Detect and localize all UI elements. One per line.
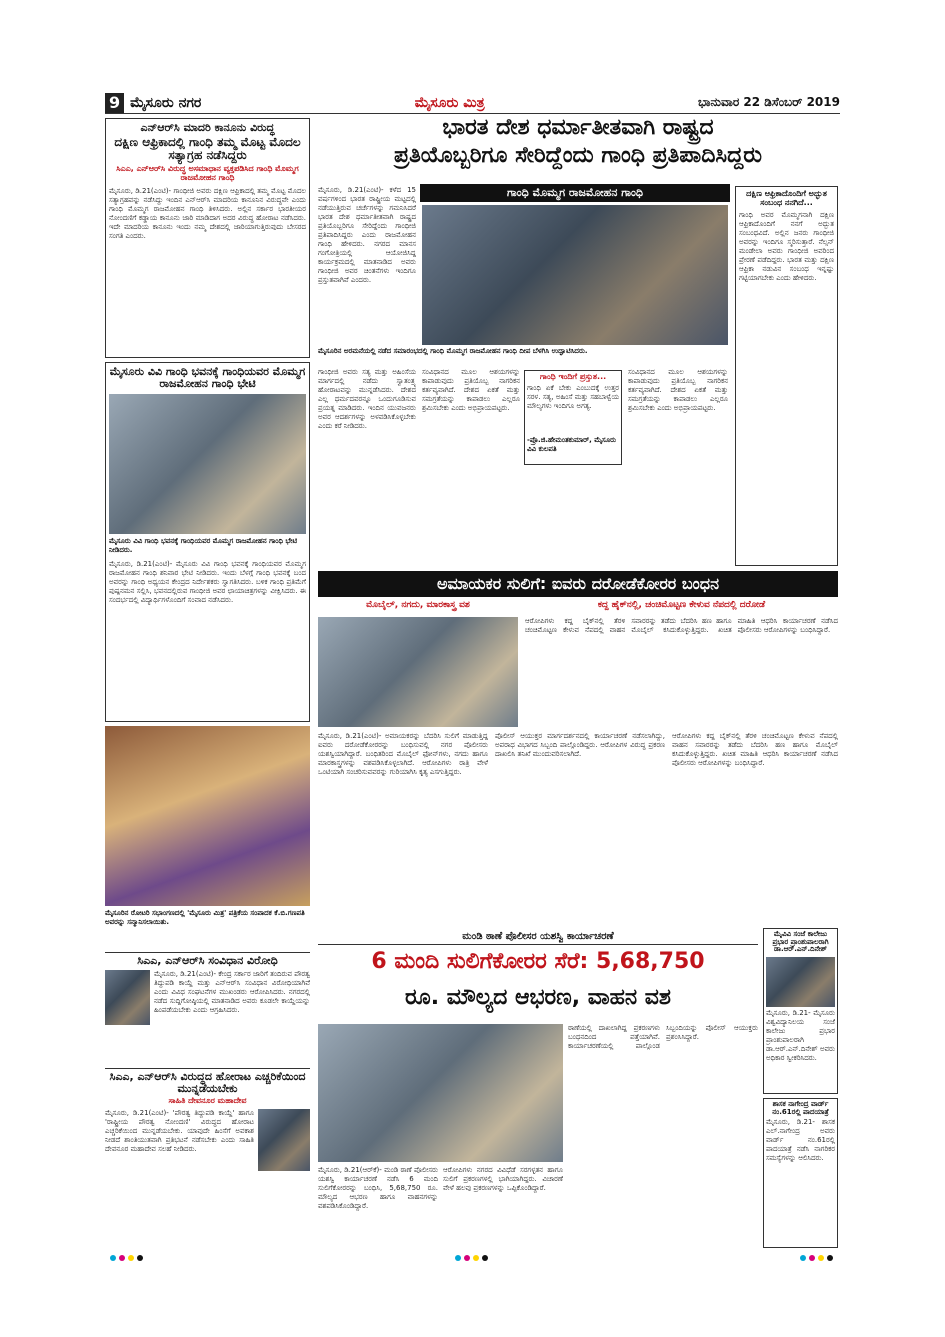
- felicitation-photo: [105, 726, 310, 906]
- left-story-1-headline: ದಕ್ಷಿಣ ಆಫ್ರಿಕಾದಲ್ಲಿ ಗಾಂಧಿ ತಮ್ಮ ಮೊಟ್ಟ ಮೊದಲ ಸತ್ಯಾಗ್ರಹ ನಡೆಸಿದ್ದರು: [114, 135, 301, 163]
- crime-2-body-2: ಆರೋಪಿಗಳು ನಗರದ ವಿವಿಧೆಡೆ ಸರಗಳ್ಳತನ ಹಾಗೂ ಸುಲಿಗೆ ಪ್ರಕರಣಗಳಲ್ಲಿ ಭಾಗಿಯಾಗಿದ್ದರು. ವಿಚಾರಣೆ ವೇಳೆ ಹಲವು ಪ್ರಕರಣಗಳನ್ನು ಒಪ್ಪಿಕೊಂಡಿದ್ದಾರೆ.: [443, 1166, 563, 1192]
- main-story-band: ಗಾಂಧಿ ಮೊಮ್ಮಗ ರಾಜಮೋಹನ ಗಾಂಧಿ: [420, 184, 730, 202]
- issue-date: ಭಾನುವಾರ 22 ಡಿಸೆಂಬರ್ 2019: [698, 95, 840, 109]
- page-header: [105, 92, 840, 114]
- cyan-dot: [455, 1255, 461, 1261]
- left-story-2: [105, 362, 310, 722]
- right-story-1-body: ಗಾಂಧಿ ಅವರ ಮೊಮ್ಮಗನಾಗಿ ದಕ್ಷಿಣ ಆಫ್ರಿಕಾದೊಂದಿಗೆ ನನಗೆ ಅದ್ಭುತ ಸಂಬಂಧವಿದೆ. ಅಲ್ಲಿನ ಜನರು ಗಾಂಧೀಜಿ ಅವರನ್ನು ಇಂದಿಗೂ ಸ್ಮರಿಸುತ್ತಾರೆ. ನೆಲ್ಸನ್ ಮಂಡೇಲಾ ಅವರು ಗಾಂಧೀಜಿ ಅವರಿಂದ ಪ್ರೇರಣೆ ಪಡೆದಿದ್ದರು. ಭಾರತ ಮತ್ತು ದಕ್ಷಿಣ ಆಫ್ರಿಕಾ ನಡುವಿನ ಸಂಬಂಧ ಇನ್ನಷ್ಟು ಗಟ್ಟಿಯಾಗಬೇಕು ಎಂದು ಹೇಳಿದರು.: [739, 210, 834, 282]
- mandi-police-photo: [318, 1024, 563, 1162]
- left-story-5: [105, 1068, 310, 1248]
- right-story-3-title: ಶಾಸಕ ನಾಗೇಂದ್ರ ವಾರ್ಡ್ ನಂ.61ರಲ್ಲಿ ಪಾದಯಾತ್ರೆ: [772, 1100, 829, 1116]
- main-headline-line-1: ಭಾರತ ದೇಶ ಧರ್ಮಾತೀತವಾಗಿ ರಾಷ್ಟ್ರದ: [442, 115, 714, 140]
- left-story-1-subhead: ಸಿಎಎ, ಎನ್‌ಆರ್‌ಸಿ ವಿರುದ್ಧ ಅಸಮಾಧಾನ ವ್ಯಕ್ತಪಡಿಸಿದ ಗಾಂಧಿ ಮೊಮ್ಮಗ ರಾಜಮೋಹನ ಗಾಂಧಿ: [116, 164, 299, 183]
- left-story-5-body: ಮೈಸೂರು, ಡಿ.21(ಎಂಟಿ)- 'ಪೌರತ್ವ ತಿದ್ದುಪಡಿ ಕಾಯ್ದೆ' ಹಾಗೂ 'ರಾಷ್ಟ್ರೀಯ ಪೌರತ್ವ ನೋಂದಣಿ' ವಿರುದ್ಧದ ಹೋರಾಟ ಎಚ್ಚರಿಕೆಯಿಂದ ಮುನ್ನಡೆಯಬೇಕು. ಯಾವುದೇ ಹಿಂಸೆಗೆ ಅವಕಾಶ ನೀಡದೆ ಶಾಂತಿಯುತವಾಗಿ ಪ್ರತಿಭಟನೆ ನಡೆಸಬೇಕು ಎಂದು ಸಾಹಿತಿ ದೇವನೂರ ಮಹಾದೇವ ಸಲಹೆ ನೀಡಿದರು.: [105, 1108, 254, 1153]
- left-story-4-headline: ಸಿಎಎ, ಎನ್‌ಆರ್‌ಸಿ ಸಂವಿಧಾನ ವಿರೋಧಿ: [137, 954, 278, 967]
- police-press-photo: [318, 617, 518, 727]
- main-body-col-3: ಸಂವಿಧಾನದ ಮೂಲ ಆಶಯಗಳನ್ನು ಕಾಪಾಡುವುದು ಪ್ರತಿಯೊಬ್ಬ ನಾಗರಿಕನ ಕರ್ತವ್ಯವಾಗಿದೆ. ದೇಶದ ಏಕತೆ ಮತ್ತು ಸಮಗ್ರತೆಯನ್ನು ಕಾಪಾಡಲು ಎಲ್ಲರೂ ಶ್ರಮಿಸಬೇಕು ಎಂದು ಅಭಿಪ್ರಾಯಪಟ್ಟರು.: [422, 368, 520, 412]
- crime-2-headline-2: ರೂ. ಮೌಲ್ಯದ ಆಭರಣ, ವಾಹನ ವಶ: [405, 985, 671, 1010]
- registration-marks-center: [455, 1255, 488, 1261]
- magenta-dot: [119, 1255, 125, 1261]
- quote-body: ಗಾಂಧಿ ಏಕೆ ಬೇಕು ಎಂಬುದಕ್ಕೆ ಉತ್ತರ ಸರಳ. ಸತ್ಯ, ಅಹಿಂಸೆ ಮತ್ತು ಸಹಬಾಳ್ವೆಯ ಮೌಲ್ಯಗಳು ಇಂದಿಗೂ ಅಗತ್ಯ.: [527, 383, 619, 410]
- quote-title: ಗಾಂಧಿ ಇಂದಿಗೆ ಪ್ರಸ್ತುತ...: [539, 372, 607, 381]
- crime-1-body-2: ಪೊಲೀಸ್ ಆಯುಕ್ತರ ಮಾರ್ಗದರ್ಶನದಲ್ಲಿ ಕಾರ್ಯಾಚರಣೆ ನಡೆಸಲಾಗಿದ್ದು, ಅಪರಾಧ ವಿಭಾಗದ ಸಿಬ್ಬಂದಿ ಪಾಲ್ಗೊಂಡಿದ್ದರು. ಆರೋಪಿಗಳ ವಿರುದ್ಧ ಪ್ರಕರಣ ದಾಖಲಿಸಿ ತನಿಖೆ ಮುಂದುವರಿಸಲಾಗಿದೆ.: [495, 732, 665, 758]
- yellow-dot: [128, 1255, 134, 1261]
- left-story-1: [105, 118, 310, 358]
- main-body-col-2: ಗಾಂಧೀಜಿ ಅವರು ಸತ್ಯ ಮತ್ತು ಅಹಿಂಸೆಯ ಮಾರ್ಗದಲ್ಲಿ ನಡೆದು ಸ್ವಾತಂತ್ರ್ಯ ಹೋರಾಟವನ್ನು ಮುನ್ನಡೆಸಿದರು. ದೇಶದ ಎಲ್ಲ ಧರ್ಮದವರನ್ನೂ ಒಂದುಗೂಡಿಸುವ ಪ್ರಯತ್ನ ಮಾಡಿದರು. ಇಂದಿನ ಯುವಜನರು ಅವರ ಆದರ್ಶಗಳನ್ನು ಅಳವಡಿಸಿಕೊಳ್ಳಬೇಕು ಎಂದು ಕರೆ ನೀಡಿದರು.: [318, 368, 416, 430]
- left-story-1-body: ಮೈಸೂರು, ಡಿ.21(ಎಂಟಿ)- ಗಾಂಧೀಜಿ ಅವರು ದಕ್ಷಿಣ ಆಫ್ರಿಕಾದಲ್ಲಿ ತಮ್ಮ ಮೊಟ್ಟ ಮೊದಲ ಸತ್ಯಾಗ್ರಹವನ್ನು ನಡೆಸಿದ್ದು ಇಂದಿನ ಎನ್‌ಆರ್‌ಸಿ ಮಾದರಿಯ ಕಾನೂನಿನ ವಿರುದ್ಧವೇ ಎಂದು ಗಾಂಧಿ ಮೊಮ್ಮಗ ರಾಜಮೋಹನ ಗಾಂಧಿ ತಿಳಿಸಿದರು. ಅಲ್ಲಿನ ಸರ್ಕಾರ ಭಾರತೀಯರ ನೋಂದಣಿಗೆ ಕಡ್ಡಾಯ ಕಾನೂನು ಜಾರಿ ಮಾಡಿದಾಗ ಅದರ ವಿರುದ್ಧ ಹೋರಾಟ ನಡೆಸಿದರು. ಇದೇ ಮಾದರಿಯ ಕಾನೂನು ಇಂದು ನಮ್ಮ ದೇಶದಲ್ಲಿ ಜಾರಿಯಾಗುತ್ತಿರುವುದು ಬೇಸರದ ಸಂಗತಿ ಎಂದರು.: [109, 187, 306, 241]
- crime-1-body-3: ಆರೋಪಿಗಳು ಕದ್ದ ಬೈಕ್‌ನಲ್ಲಿ ತೆರಳಿ ಚಂಚಿಮೊಟ್ಟಣ ಕೇಳುವ ನೆಪದಲ್ಲಿ ವಾಹನ ಸವಾರರನ್ನು ತಡೆದು ಬೆದರಿಸಿ ಹಣ ಹಾಗೂ ಮೊಬೈಲ್ ಕಸಿದುಕೊಳ್ಳುತ್ತಿದ್ದರು. ಖಚಿತ ಮಾಹಿತಿ ಆಧರಿಸಿ ಕಾರ್ಯಾಚರಣೆ ನಡೆಸಿದ ಪೊಲೀಸರು ಆರೋಪಿಗಳನ್ನು ಬಂಧಿಸಿದ್ದಾರೆ.: [672, 732, 838, 767]
- left-story-5-headline: ಸಿಎಎ, ಎನ್‌ಆರ್‌ಸಿ ವಿರುದ್ಧದ ಹೋರಾಟ ಎಚ್ಚರಿಕೆಯಿಂದ ಮುನ್ನಡೆಯಬೇಕು: [109, 1070, 306, 1096]
- speaker-photo: [105, 970, 150, 1025]
- crime-2-headline-1: 6 ಮಂದಿ ಸುಲಿಗೆಕೋರರ ಸೆರೆ: 5,68,750: [371, 949, 705, 974]
- right-story-1-title: ದಕ್ಷಿಣ ಆಫ್ರಿಕಾದೊಂದಿಗೆ ಅದ್ಭುತ ಸಂಬಂಧ ನನಗಿದೆ...: [746, 189, 827, 207]
- cyan-dot: [110, 1255, 116, 1261]
- magenta-dot: [464, 1255, 470, 1261]
- black-dot: [137, 1255, 143, 1261]
- page-number: 9: [105, 93, 124, 113]
- crime-2-body-3: ಠಾಣೆಯಲ್ಲಿ ದಾಖಲಾಗಿದ್ದ ಪ್ರಕರಣಗಳು ಬಂಧನದಿಂದ ಪತ್ತೆಯಾಗಿವೆ. ಕಾರ್ಯಾಚರಣೆಯಲ್ಲಿ ಪಾಲ್ಗೊಂಡ ಸಿಬ್ಬಂದಿಯನ್ನು ಪೊಲೀಸ್ ಆಯುಕ್ತರು ಪ್ರಶಂಸಿಸಿದ್ದಾರೆ.: [568, 1024, 758, 1050]
- cyan-dot: [800, 1255, 806, 1261]
- right-story-1: [735, 186, 838, 566]
- right-story-3-body: ಮೈಸೂರು, ಡಿ.21- ಶಾಸಕ ಎಲ್.ನಾಗೇಂದ್ರ ಅವರು ವಾರ್ಡ್ ನಂ.61ರಲ್ಲಿ ಪಾದಯಾತ್ರೆ ನಡೆಸಿ ನಾಗರಿಕರ ಸಮಸ್ಯೆಗಳನ್ನು ಆಲಿಸಿದರು.: [766, 1118, 835, 1163]
- main-photo-caption: ಮೈಸೂರಿನ ಅರಮನೆಯಲ್ಲಿ ನಡೆದ ಸಮಾರಂಭದಲ್ಲಿ ಗಾಂಧಿ ಮೊಮ್ಮಗ ರಾಜಮೋಹನ ಗಾಂಧಿ ದೀಪ ಬೆಳಗಿಸಿ ಉದ್ಘಾಟಿಸಿದರು.: [318, 347, 588, 355]
- left-story-2-body: ಮೈಸೂರು, ಡಿ.21(ಎಂಟಿ)- ಮೈಸೂರು ವಿವಿ ಗಾಂಧಿ ಭವನಕ್ಕೆ ಗಾಂಧಿಯವರ ಮೊಮ್ಮಗ ರಾಜಮೋಹನ ಗಾಂಧಿ ಶನಿವಾರ ಭೇಟಿ ನೀಡಿದರು. ಇಂದು ಬೆಳಗ್ಗೆ ಗಾಂಧಿ ಭವನಕ್ಕೆ ಬಂದ ಅವರನ್ನು ಗಾಂಧಿ ಅಧ್ಯಯನ ಕೇಂದ್ರದ ನಿರ್ದೇಶಕರು ಸ್ವಾಗತಿಸಿದರು. ಬಳಿಕ ಗಾಂಧಿ ಪ್ರತಿಮೆಗೆ ಪುಷ್ಪನಮನ ಸಲ್ಲಿಸಿ, ಭವನದಲ್ಲಿರುವ ಗಾಂಧೀಜಿ ಅವರ ಛಾಯಾಚಿತ್ರಗಳನ್ನು ವೀಕ್ಷಿಸಿದರು. ಈ ಸಂದರ್ಭದಲ್ಲಿ ವಿದ್ಯಾರ್ಥಿಗಳೊಂದಿಗೆ ಸಂವಾದ ನಡೆಸಿದರು.: [109, 560, 306, 605]
- right-story-2: [763, 928, 838, 1094]
- yellow-dot: [818, 1255, 824, 1261]
- page-number-group: [105, 93, 201, 113]
- crime-1-body-1: ಮೈಸೂರು, ಡಿ.21(ಎಂಟಿ)- ಅಮಾಯಕರನ್ನು ಬೆದರಿಸಿ ಸುಲಿಗೆ ಮಾಡುತ್ತಿದ್ದ ಐವರು ದರೋಡೆಕೋರರನ್ನು ಬಂಧಿಸುವಲ್ಲಿ ನಗರ ಪೊಲೀಸರು ಯಶಸ್ವಿಯಾಗಿದ್ದಾರೆ. ಬಂಧಿತರಿಂದ ಮೊಬೈಲ್ ಫೋನ್‌ಗಳು, ನಗದು ಹಾಗೂ ಮಾರಕಾಸ್ತ್ರಗಳನ್ನು ವಶಪಡಿಸಿಕೊಳ್ಳಲಾಗಿದೆ. ಆರೋಪಿಗಳು ರಾತ್ರಿ ವೇಳೆ ಒಂಟಿಯಾಗಿ ಸಂಚರಿಸುವವರನ್ನು ಗುರಿಯಾಗಿಸಿ ಕೃತ್ಯ ಎಸಗುತ್ತಿದ್ದರು.: [318, 732, 488, 776]
- crime-headline-1: ಅಮಾಯಕರ ಸುಲಿಗೆ: ಐವರು ದರೋಡೆಕೋರರ ಬಂಧನ: [318, 571, 838, 597]
- registration-marks-left: [110, 1255, 143, 1261]
- yellow-dot: [473, 1255, 479, 1261]
- magenta-dot: [809, 1255, 815, 1261]
- left-story-5-byline: ಸಾಹಿತಿ ದೇವನೂರ ಮಹಾದೇವ: [168, 1096, 247, 1106]
- crime-2-body-1: ಮೈಸೂರು, ಡಿ.21(ಆರ್‌ಕೆ)- ಮಂಡಿ ಠಾಣೆ ಪೊಲೀಸರು ಯಶಸ್ವಿ ಕಾರ್ಯಾಚರಣೆ ನಡೆಸಿ 6 ಮಂದಿ ಸುಲಿಗೆಕೋರರನ್ನು ಬಂಧಿಸಿ, 5,68,750 ರೂ. ಮೌಲ್ಯದ ಆಭರಣ ಹಾಗೂ ವಾಹನಗಳನ್ನು ವಶಪಡಿಸಿಕೊಂಡಿದ್ದಾರೆ.: [318, 1166, 438, 1210]
- left-story-1-kicker: ಎನ್‌ಆರ್‌ಸಿ ಮಾದರಿ ಕಾನೂನು ವಿರುದ್ಧ: [140, 121, 275, 134]
- registration-marks-right: [800, 1255, 833, 1261]
- left-photo-3: [105, 726, 310, 948]
- main-body-col-4: ಸಂವಿಧಾನದ ಮೂಲ ಆಶಯಗಳನ್ನು ಕಾಪಾಡುವುದು ಪ್ರತಿಯೊಬ್ಬ ನಾಗರಿಕನ ಕರ್ತವ್ಯವಾಗಿದೆ. ದೇಶದ ಏಕತೆ ಮತ್ತು ಸಮಗ್ರತೆಯನ್ನು ಕಾಪಾಡಲು ಎಲ್ಲರೂ ಶ್ರಮಿಸಬೇಕು ಎಂದು ಅಭಿಪ್ರಾಯಪಟ್ಟರು.: [628, 368, 728, 412]
- main-body-col-1: ಮೈಸೂರು, ಡಿ.21(ಎಂಟಿ)- ಕಳೆದ 15 ವರ್ಷಗಳಿಂದ ಭಾರತ ರಾಷ್ಟ್ರೀಯ ಮಟ್ಟದಲ್ಲಿ ನಡೆಯುತ್ತಿರುವ ಚರ್ಚೆಗಳನ್ನು ಗಮನಿಸಿದರೆ ಭಾರತ ದೇಶ ಧರ್ಮಾತೀತವಾಗಿ ರಾಷ್ಟ್ರದ ಪ್ರತಿಯೊಬ್ಬರಿಗೂ ಸೇರಿದ್ದೆಂದು ಗಾಂಧೀಜಿ ಪ್ರತಿಪಾದಿಸಿದ್ದರು ಎಂದು ರಾಜಮೋಹನ ಗಾಂಧಿ ಹೇಳಿದರು. ನಗರದ ಮಾನಸ ಗಂಗೋತ್ರಿಯಲ್ಲಿ ಆಯೋಜಿಸಿದ್ದ ಕಾರ್ಯಕ್ರಮದಲ್ಲಿ ಮಾತನಾಡಿದ ಅವರು ಗಾಂಧೀಜಿ ಅವರ ಚಿಂತನೆಗಳು ಇಂದಿಗೂ ಪ್ರಸ್ತುತವಾಗಿವೆ ಎಂದರು.: [318, 186, 416, 284]
- left-story-2-headline: ಮೈಸೂರು ವಿವಿ ಗಾಂಧಿ ಭವನಕ್ಕೆ ಗಾಂಧಿಯವರ ಮೊಮ್ಮಗ ರಾಜಮೋಹನ ಗಾಂಧಿ ಭೇಟಿ: [109, 365, 306, 391]
- crime-kicker-right: ಕದ್ದ ಹೈಕ್‌ನಲ್ಲಿ, ಚಂಚಿಮೊಟ್ಟಣ ಕೇಳುವ ನೆಪದಲ್ಲಿ ದರೋಡೆ: [597, 600, 766, 610]
- right-story-3: [763, 1098, 838, 1248]
- main-headline-line-2: ಪ್ರತಿಯೊಬ್ಬರಿಗೂ ಸೇರಿದ್ದೆಂದು ಗಾಂಧಿ ಪ್ರತಿಪಾದಿಸಿದ್ದರು: [394, 143, 762, 169]
- right-story-2-body: ಮೈಸೂರು, ಡಿ.21- ಮೈಸೂರು ವಿಶ್ವವಿದ್ಯಾನಿಲಯ ಸಂಜೆ ಕಾಲೇಜು ಪ್ರಭಾರ ಪ್ರಾಂಶುಪಾಲರಾಗಿ ಡಾ.ಆರ್.ಎನ್.ದಿನೇಶ್ ಅವರು ಅಧಿಕಾರ ಸ್ವೀಕರಿಸಿದರು.: [766, 1009, 835, 1063]
- black-dot: [827, 1255, 833, 1261]
- quote-attrib: -ಪ್ರೊ.ಜಿ.ಹೇಮಂತಕುಮಾರ್, ಮೈಸೂರು ವಿವಿ ಕುಲಪತಿ: [527, 435, 617, 453]
- section-name: ಮೈಸೂರು ನಗರ: [130, 94, 202, 111]
- dinesh-photo: [766, 957, 835, 1007]
- left-story-2-caption: ಮೈಸೂರು ವಿವಿ ಗಾಂಧಿ ಭವನಕ್ಕೆ ಗಾಂಧಿಯವರ ಮೊಮ್ಮಗ ರಾಜಮೋಹನ ಗಾಂಧಿ ಭೇಟಿ ನೀಡಿದರು.: [109, 537, 298, 555]
- left-story-4-body: ಮೈಸೂರು, ಡಿ.21(ಎಂಟಿ)- ಕೇಂದ್ರ ಸರ್ಕಾರ ಜಾರಿಗೆ ತಂದಿರುವ ಪೌರತ್ವ ತಿದ್ದುಪಡಿ ಕಾಯ್ದೆ ಮತ್ತು ಎನ್‌ಆರ್‌ಸಿ ಸಂವಿಧಾನ ವಿರೋಧಿಯಾಗಿವೆ ಎಂದು ವಿವಿಧ ಸಂಘಟನೆಗಳ ಮುಖಂಡರು ಆರೋಪಿಸಿದರು. ನಗರದಲ್ಲಿ ನಡೆದ ಸುದ್ದಿಗೋಷ್ಠಿಯಲ್ಲಿ ಮಾತನಾಡಿದ ಅವರು ಕೂಡಲೇ ಕಾಯ್ದೆಯನ್ನು ಹಿಂಪಡೆಯಬೇಕು ಎಂದು ಆಗ್ರಹಿಸಿದರು.: [154, 970, 310, 1015]
- lamp-lighting-photo: [422, 205, 728, 345]
- left-story-4: [105, 952, 310, 1064]
- left-photo-3-caption: ಮೈಸೂರಿನ ರೋಟರಿ ಸಭಾಂಗಣದಲ್ಲಿ 'ಮೈಸೂರು ಮಿತ್ರ' ಪತ್ರಿಕೆಯ ಸಂಪಾದಕ ಕೆ.ಬಿ.ಗಣಪತಿ ಅವರನ್ನು ಸನ್ಮಾನಿಸಲಾಯಿತು.: [105, 909, 305, 926]
- right-story-2-title: ಮೈವಿವಿ ಸಂಜೆ ಕಾಲೇಜು ಪ್ರಭಾರ ಪ್ರಾಂಶುಪಾಲರಾಗಿ ಡಾ.ಆರ್.ಎನ್.ದಿನೇಶ್: [772, 930, 829, 954]
- masthead: ಮೈಸೂರು ಮಿತ್ರ: [414, 94, 485, 111]
- gandhi-bhavan-photo: [109, 394, 306, 534]
- quote-box: [524, 370, 622, 465]
- black-dot: [482, 1255, 488, 1261]
- crime-1-body-right: ಆರೋಪಿಗಳು ಕದ್ದ ಬೈಕ್‌ನಲ್ಲಿ ತೆರಳಿ ಚಂಚಿಮೊಟ್ಟಣ ಕೇಳುವ ನೆಪದಲ್ಲಿ ವಾಹನ ಸವಾರರನ್ನು ತಡೆದು ಬೆದರಿಸಿ ಹಣ ಹಾಗೂ ಮೊಬೈಲ್ ಕಸಿದುಕೊಳ್ಳುತ್ತಿದ್ದರು. ಖಚಿತ ಮಾಹಿತಿ ಆಧರಿಸಿ ಕಾರ್ಯಾಚರಣೆ ನಡೆಸಿದ ಪೊಲೀಸರು ಆರೋಪಿಗಳನ್ನು ಬಂಧಿಸಿದ್ದಾರೆ.: [525, 617, 838, 634]
- devanur-photo: [258, 1109, 310, 1171]
- crime-2-band: ಮಂಡಿ ಠಾಣೆ ಪೊಲೀಸರ ಯಶಸ್ವಿ ಕಾರ್ಯಾಚರಣೆ: [318, 928, 758, 945]
- crime-kicker-left: ಮೊಬೈಲ್, ನಗದು, ಮಾರಕಾಸ್ತ್ರ ವಶ: [366, 600, 470, 610]
